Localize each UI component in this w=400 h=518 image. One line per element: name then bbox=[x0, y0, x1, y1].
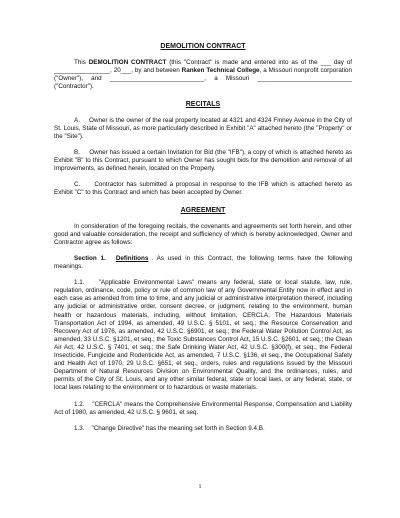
intro-text-a: This bbox=[74, 59, 89, 67]
recital-a bbox=[54, 117, 352, 141]
page-number: 1 bbox=[198, 484, 202, 490]
recital-c bbox=[54, 181, 352, 197]
section-label: Section 1. bbox=[74, 255, 106, 263]
agreement-heading: AGREEMENT bbox=[180, 206, 226, 214]
document-body bbox=[54, 43, 352, 441]
intro-text-c: (this "Contract" is made and entered into as of the ___ day of ________________, 20___, by and between bbox=[54, 59, 352, 75]
recital-text: Contractor has submitted a proposal in response to the IFB which is attached hereto as Exhibit "C" to this Contract and which has been accepted by Owner. bbox=[54, 181, 352, 197]
agreement-intro: In consideration of the foregoing recitals, the covenants and agreements set forth herein, and other good and valuable consideration, the receipt and sufficiency of which is hereby acknowledged, Owner and Contractor agree as follows: bbox=[54, 222, 352, 246]
section-1 bbox=[54, 255, 352, 271]
definition-text: "Change Directive" has the meaning set forth in Section 9.4.B. bbox=[91, 424, 265, 432]
definition-text: "CERCLA" means the Comprehensive Environmental Response, Compensation and Liability Act of 1980, as amended, 42 U.S.C. § 9601, et seq. bbox=[54, 400, 352, 416]
definition-number: 1.3. bbox=[74, 424, 85, 432]
section-title: Definitions bbox=[115, 255, 149, 263]
intro-owner-name: Ranken Technical College bbox=[181, 67, 260, 75]
definition-number: 1.1. bbox=[74, 279, 85, 287]
recital-b bbox=[54, 149, 352, 173]
definition-number: 1.2. bbox=[74, 400, 85, 408]
definition-1-3 bbox=[54, 425, 352, 433]
recital-text: Owner has issued a certain Invitation for Bid (the "IFB"), a copy of which is attached hereto as Exhibit "B" to this Contract, pursuant to which Owner has sought bids for the demolition and removal of all Improvements, as defined herein, located on the Property. bbox=[54, 149, 352, 173]
recital-label: A. bbox=[74, 116, 80, 124]
definition-text: "Applicable Environmental Laws" means any federal, state or local statute, law, rule, regulation, ordinance, code, policy or rule of common law of any Governmental Entity now in effect and in each case as amended from time to time, and any judicial or administrative interpretation thereof, including any judicial or administrative order, consent decree, or judgment, relating to the environment, human health or hazardous materials, including, without limitation, CERCLA; The Hazardous Materials Transportation Act of 1994, as amended, 49 U.S.C. § 5101, et seq.; the Resource Conservation and Recovery Act of 1976, as amended, 42 U.S.C. §6901, et seq.; the Federal Water Pollution Control Act, as amended, 33 U.S.C. §1201, et seq.; the Toxic Substances Control Act, 15 U.S.C. §2601, et seq.; the Clean Air Act, 42 U.S.C. § 7401, et seq.; the Safe Drinking Water Act, 42 U.S.C. §300(f), et seq., the Federal Insecticide, Fungicide and Rodenticide Act, as amended, 7 U.S.C. §136, et seq., the Occupational Safety and Health Act of 1970, 29 U.S.C. §651, et seq., orders, rules and regulations issued by the Missouri Department of Natural Resources Division on Environmental Quality, and the ordinances, rules, and permits of the City of St. Louis, and any other similar federal, state or local laws, or any federal, state, or local laws relating to the environment or to hazardous or waste materials. bbox=[54, 279, 353, 392]
contract-title: DEMOLITION CONTRACT bbox=[160, 43, 246, 50]
recital-label: C. bbox=[74, 181, 81, 189]
recital-label: B. bbox=[74, 149, 80, 157]
intro-paragraph bbox=[54, 59, 352, 91]
definition-1-2 bbox=[54, 401, 352, 417]
intro-text-e: , a Missouri nonprofit corporation ("Owner"), and ___________________________, a Missouri ___________________________ ("Contractor"). bbox=[54, 67, 352, 91]
section-text: . As used in this Contract, the following terms have the following meanings. bbox=[54, 255, 352, 271]
recitals-heading: RECITALS bbox=[185, 100, 221, 108]
definition-1-1 bbox=[54, 279, 352, 392]
intro-contract-name: DEMOLITION CONTRACT bbox=[88, 59, 167, 67]
recital-text: Owner is the owner of the real property located at 4321 and 4324 Finney Avenue in the City of St. Louis, State of Missouri, as more particularly described in Exhibit "A" attached hereto (the "Property" or the "Site"). bbox=[54, 116, 352, 140]
